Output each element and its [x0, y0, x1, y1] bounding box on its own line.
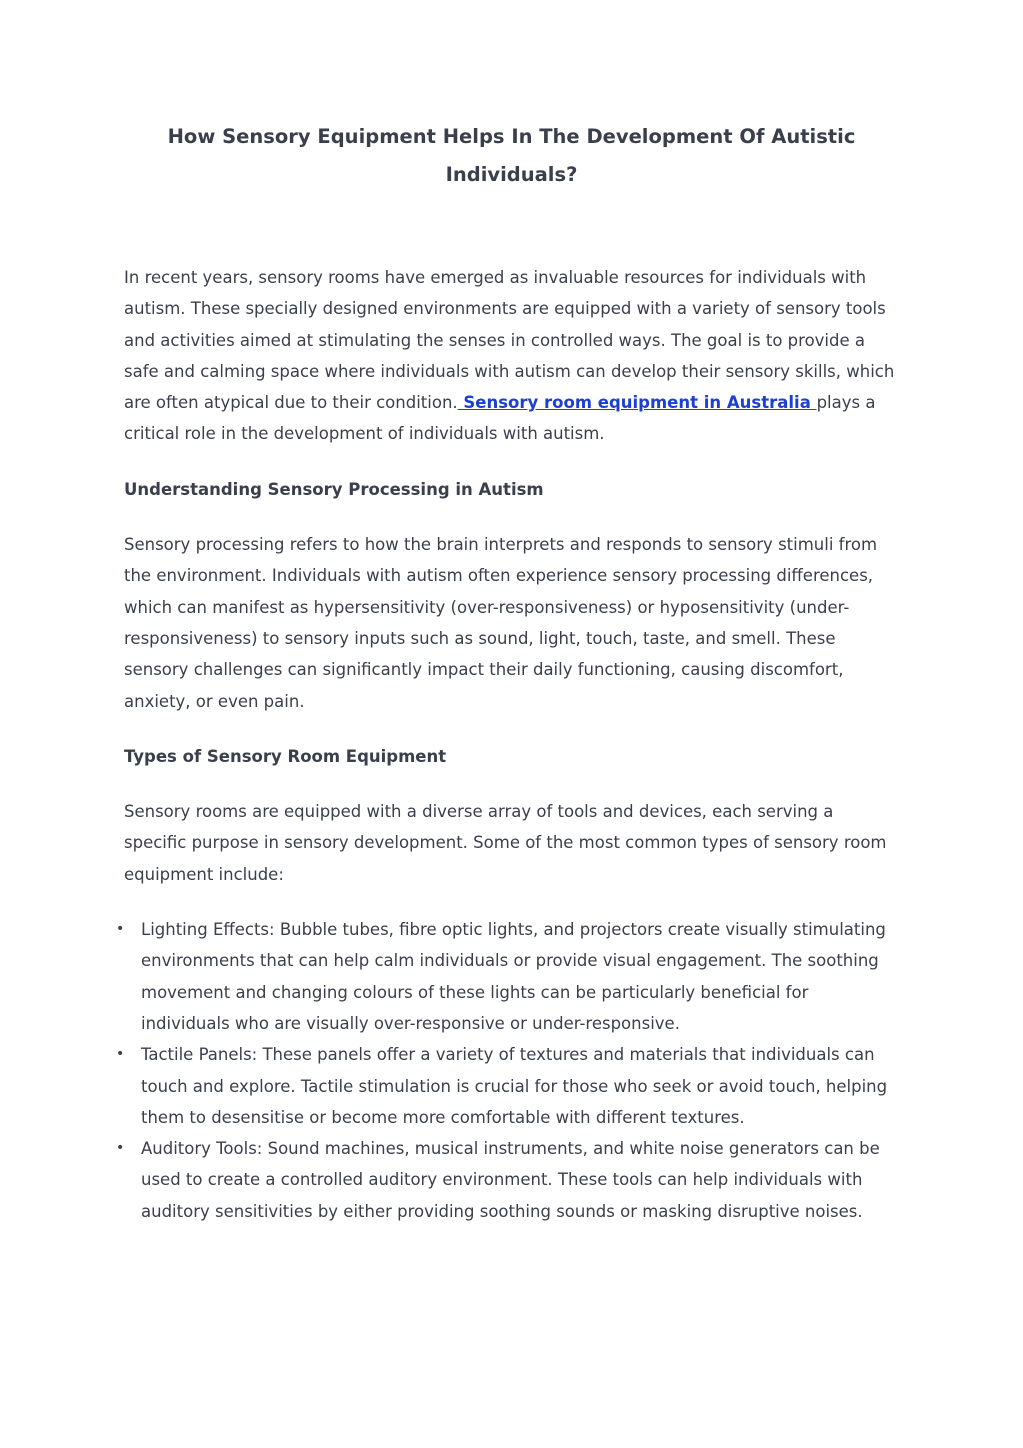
bullet-icon: •	[116, 921, 125, 938]
intro-text: In recent years, sensory rooms have emerged as invaluable resources for individuals with autism. These specially designed environments are equipped with a variety of sensory tools and activities aimed at stimulating the senses in controlled ways. The goal is to provide a safe and calming space where individuals with autism can develop their sensory skills, which are often atypical due to their condition.	[124, 268, 895, 413]
list-item-text: Auditory Tools: Sound machines, musical instruments, and white noise generators can be used to create a controlled auditory environment. These tools can help individuals with auditory sensitivities by either providing soothing sounds or masking disruptive noises.	[141, 1139, 880, 1221]
list-item-text: Lighting Effects: Bubble tubes, fibre optic lights, and projectors create visually stimulating environments that can help calm individuals or provide visual engagement. The soothing movement and changing colours of these lights can be particularly beneficial for individuals who are visually over-responsive or under-responsive.	[141, 920, 886, 1033]
document-body	[116, 262, 899, 1227]
list-item	[116, 1133, 899, 1227]
equipment-list	[116, 914, 899, 1227]
intro-paragraph	[124, 262, 899, 450]
list-item	[116, 1039, 899, 1133]
sensory-processing-paragraph: Sensory processing refers to how the brain interprets and responds to sensory stimuli from the environment. Individuals with autism often experience sensory processing differences, which can manifest as hypersensitivity (over-responsiveness) or hyposensitivity (under-responsiveness) to sensory inputs such as sound, light, touch, taste, and smell. These sensory challenges can significantly impact their daily functioning, causing discomfort, anxiety, or even pain.	[124, 535, 878, 711]
intro-text-continued: plays a critical role in the development of individuals with autism.	[124, 393, 876, 444]
section-heading-equipment-types: Types of Sensory Room Equipment	[124, 746, 447, 766]
bullet-icon: •	[116, 1046, 125, 1063]
bullet-icon: •	[116, 1140, 125, 1157]
section-heading-sensory-processing: Understanding Sensory Processing in Autism	[124, 479, 544, 499]
equipment-types-paragraph: Sensory rooms are equipped with a diverse array of tools and devices, each serving a specific purpose in sensory development. Some of the most common types of sensory room equipment include:	[124, 802, 887, 884]
document-title: How Sensory Equipment Helps In The Development Of Autistic Individuals?	[167, 125, 856, 186]
list-item	[116, 914, 899, 1039]
sensory-room-equipment-link[interactable]: Sensory room equipment in Australia	[457, 393, 817, 413]
list-item-text: Tactile Panels: These panels offer a variety of textures and materials that individuals can touch and explore. Tactile stimulation is crucial for those who seek or avoid touch, helping them to desensitise or become more comfortable with different textures.	[141, 1045, 888, 1127]
